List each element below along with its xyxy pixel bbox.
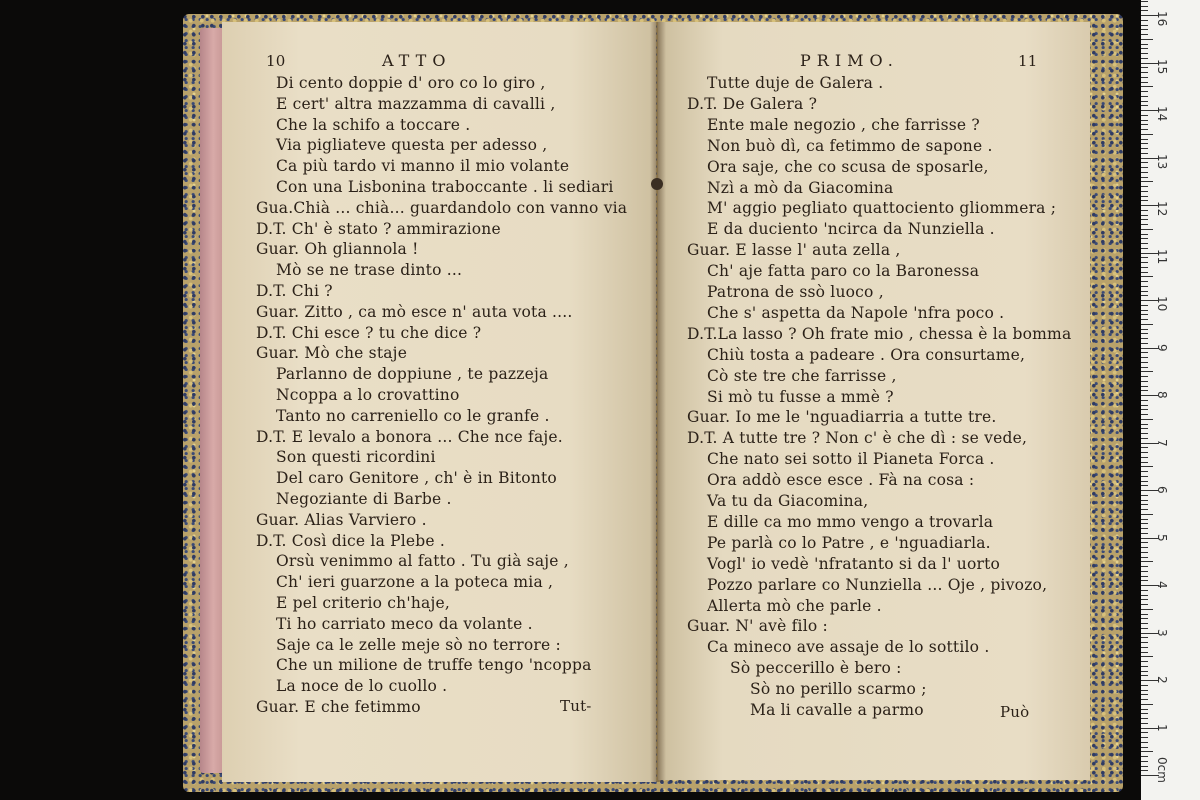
ruler-tick — [1141, 713, 1148, 714]
right-text-line: Va tu da Giacomina, — [707, 492, 869, 510]
ruler-tick — [1141, 143, 1148, 144]
ruler-tick — [1141, 509, 1148, 510]
ruler-tick — [1141, 476, 1148, 477]
ruler-tick — [1141, 129, 1148, 130]
ruler-tick — [1141, 671, 1148, 672]
ruler-tick — [1141, 571, 1148, 572]
ruler-tick — [1141, 390, 1148, 391]
right-text-line: Non buò dì, ca fetimmo de sapone . — [707, 136, 993, 155]
left-page-number: 10 — [266, 52, 286, 70]
ruler-tick — [1141, 452, 1148, 453]
ruler-tick — [1141, 329, 1148, 330]
ruler-tick — [1141, 91, 1148, 92]
ruler-tick — [1141, 196, 1148, 197]
ruler-tick — [1141, 732, 1148, 733]
ruler-tick — [1141, 134, 1153, 135]
right-text-line: Patrona de ssò luoco , — [707, 283, 884, 301]
left-text-line: D.T. Chi esce ? tu che dice ? — [256, 323, 482, 342]
ruler-tick — [1141, 424, 1148, 425]
ruler-tick — [1141, 471, 1148, 472]
left-text-line: Con una Lisbonina traboccante . li sediari — [276, 178, 614, 196]
left-text-line: Ncoppa a lo crovattino — [276, 386, 460, 404]
ruler-number: 5 — [1155, 533, 1169, 542]
left-text-line: Ca più tardo vi manno il mio volante — [276, 157, 570, 176]
ruler-tick — [1141, 609, 1153, 610]
left-text-line: D.T. Chi ? — [256, 282, 333, 300]
ruler-tick — [1141, 167, 1148, 168]
ruler-tick — [1141, 105, 1148, 106]
ruler-tick — [1141, 148, 1148, 149]
right-text-line: Nzì a mò da Giacomina — [707, 178, 894, 197]
book-gutter — [650, 22, 666, 782]
ruler-tick — [1141, 709, 1148, 710]
ruler-tick — [1141, 599, 1148, 600]
ruler-tick — [1141, 115, 1148, 116]
left-text-line: Guar. Alias Varviero . — [256, 510, 427, 529]
ruler-number: 9 — [1155, 343, 1169, 352]
ruler-tick — [1141, 319, 1148, 320]
ruler-tick — [1141, 48, 1148, 49]
ruler-tick — [1141, 433, 1148, 434]
ruler-tick — [1141, 72, 1148, 73]
left-catchword: Tut- — [560, 697, 592, 715]
ruler-tick — [1141, 595, 1148, 596]
ruler-tick — [1141, 462, 1148, 463]
ruler-number: 6 — [1155, 486, 1169, 494]
right-text-line: Chiù tosta a padeare . Ora consurtame, — [707, 345, 1026, 364]
ruler-tick — [1141, 276, 1153, 277]
ruler-tick — [1141, 580, 1148, 581]
ruler-tick — [1141, 542, 1148, 543]
measuring-ruler — [1141, 0, 1200, 800]
ruler-tick — [1141, 25, 1148, 26]
ruler-tick — [1141, 272, 1148, 273]
left-text-line: Che un milione de truffe tengo 'ncoppa — [276, 656, 592, 675]
ruler-tick — [1141, 723, 1148, 724]
ruler-tick — [1141, 314, 1148, 315]
ruler-number: 3 — [1155, 628, 1169, 637]
ruler-tick — [1141, 53, 1148, 54]
right-text-line: Ora saje, che co scusa de sposarle, — [707, 157, 989, 176]
ruler-tick — [1141, 295, 1148, 296]
ruler-tick — [1141, 566, 1148, 567]
ruler-tick — [1141, 281, 1148, 282]
left-text-line: E pel criterio ch'haje, — [276, 594, 450, 612]
left-text-line: D.T. E levalo a bonora ... Che nce faje. — [256, 427, 563, 446]
ruler-tick — [1141, 590, 1148, 591]
ruler-tick — [1141, 371, 1153, 372]
binding-hole — [651, 178, 663, 190]
ruler-tick — [1141, 181, 1153, 182]
ruler-tick — [1141, 533, 1148, 534]
ruler-tick — [1141, 438, 1148, 439]
ruler-tick — [1141, 766, 1148, 767]
ruler-tick — [1141, 172, 1148, 173]
ruler-tick — [1141, 210, 1148, 211]
right-text-line: Sò peccerillo è bero : — [730, 659, 902, 678]
ruler-tick — [1141, 647, 1148, 648]
left-text-line: Guar. E che fetimmo — [256, 698, 421, 716]
ruler-number: 16 — [1155, 11, 1169, 27]
ruler-tick — [1141, 82, 1148, 83]
ruler-tick — [1141, 519, 1148, 520]
right-text-line: Ente male negozio , che farrisse ? — [707, 115, 980, 134]
ruler-tick — [1141, 238, 1148, 239]
ruler-tick — [1141, 120, 1148, 121]
ruler-tick — [1141, 286, 1148, 287]
ruler-tick — [1141, 704, 1153, 705]
left-text-line: Guar. Oh gliannola ! — [256, 240, 419, 259]
ruler-tick — [1141, 485, 1148, 486]
left-text-line: Che la schifo a toccare . — [276, 115, 471, 134]
right-text-line: Guar. Io me le 'nguadiarria a tutte tre. — [687, 408, 997, 427]
page-edge — [200, 28, 224, 773]
ruler-tick — [1141, 561, 1153, 562]
ruler-tick — [1141, 234, 1148, 235]
left-page-header: ATTO — [382, 51, 452, 70]
ruler-tick — [1141, 400, 1148, 401]
left-text-line: Parlanno de doppiune , te pazzeja — [276, 365, 549, 384]
right-text-line: Tutte duje de Galera . — [707, 74, 884, 92]
ruler-number: 7 — [1155, 438, 1169, 447]
ruler-tick — [1141, 310, 1148, 311]
right-text-line: Ca mineco ave assaje de lo sottilo . — [707, 638, 990, 657]
ruler-tick — [1141, 186, 1148, 187]
ruler-tick — [1141, 39, 1153, 40]
ruler-tick — [1141, 614, 1148, 615]
left-text-line: Negoziante di Barbe . — [276, 490, 452, 508]
left-text-line: Guar. Zitto , ca mò esce n' auta vota .... — [256, 302, 573, 321]
ruler-tick — [1141, 405, 1148, 406]
ruler-number: 11 — [1155, 248, 1169, 264]
ruler-tick — [1141, 718, 1148, 719]
ruler-tick — [1141, 267, 1148, 268]
ruler-number: 0cm — [1155, 757, 1169, 783]
ruler-tick — [1141, 357, 1148, 358]
right-text-line: Cò ste tre che farrisse , — [707, 366, 897, 385]
ruler-number: 14 — [1155, 106, 1169, 122]
ruler-tick — [1141, 44, 1148, 45]
right-text-line: Allerta mò che parle . — [707, 596, 882, 615]
ruler-number: 13 — [1155, 153, 1169, 169]
left-text-line: Son questi ricordini — [276, 448, 436, 467]
right-text-line: Guar. N' avè filo : — [687, 617, 828, 636]
ruler-tick — [1141, 770, 1148, 771]
ruler-tick — [1141, 552, 1148, 553]
left-text-line: Ch' ieri guarzone a la poteca mia , — [276, 573, 554, 592]
ruler-tick — [1141, 291, 1148, 292]
ruler-tick — [1141, 257, 1148, 258]
ruler-tick — [1141, 86, 1153, 87]
ruler-tick — [1141, 58, 1148, 59]
ruler-number: 8 — [1155, 391, 1169, 399]
ruler-tick — [1141, 514, 1153, 515]
ruler-tick — [1141, 162, 1148, 163]
ruler-tick — [1141, 742, 1148, 743]
ruler-tick — [1141, 761, 1148, 762]
ruler-number: 1 — [1155, 723, 1169, 732]
ruler-tick — [1141, 495, 1148, 496]
ruler-tick — [1141, 177, 1148, 178]
ruler-tick — [1141, 642, 1148, 643]
ruler-tick — [1141, 324, 1153, 325]
ruler-number: 15 — [1155, 58, 1169, 74]
ruler-tick — [1141, 747, 1148, 748]
right-text-line: D.T. De Galera ? — [687, 94, 818, 113]
ruler-tick — [1141, 576, 1148, 577]
right-text-line: E dille ca mo mmo vengo a trovarla — [707, 512, 994, 531]
right-text-line: Sò no perillo scarmo ; — [750, 680, 927, 699]
ruler-tick — [1141, 419, 1153, 420]
left-text-line: La noce de lo cuollo . — [276, 677, 448, 696]
ruler-tick — [1141, 652, 1148, 653]
ruler-tick — [1141, 504, 1148, 505]
ruler-tick — [1141, 338, 1148, 339]
ruler-tick — [1141, 523, 1148, 524]
left-text-line: Via pigliateve questa per adesso , — [276, 136, 548, 155]
ruler-tick — [1141, 352, 1148, 353]
left-text-line: Saje ca le zelle meje sò no terrore : — [276, 635, 561, 654]
right-text-line: D.T. A tutte tre ? Non c' è che dì : se vede, — [687, 429, 1028, 448]
right-text-line: Guar. E lasse l' auta zella , — [687, 241, 901, 260]
ruler-tick — [1141, 305, 1148, 306]
right-text-line: M' aggio pegliato quattociento gliommera ; — [707, 199, 1057, 218]
right-text-line: Ch' aje fatta paro co la Baronessa — [707, 262, 980, 281]
ruler-tick — [1141, 343, 1148, 344]
ruler-tick — [1141, 362, 1148, 363]
ruler-tick — [1141, 666, 1148, 667]
ruler-tick — [1141, 77, 1148, 78]
right-text-line: D.T.La lasso ? Oh frate mio , chessa è la bomma — [687, 324, 1072, 343]
ruler-tick — [1141, 528, 1148, 529]
left-text-line: Tanto no carreniello co le granfe . — [276, 406, 550, 425]
ruler-tick — [1141, 20, 1148, 21]
right-text-line: Che s' aspetta da Napole 'nfra poco . — [707, 303, 1005, 322]
ruler-tick — [1141, 447, 1148, 448]
right-page-header: PRIMO. — [800, 51, 899, 70]
ruler-tick — [1141, 414, 1148, 415]
ruler-number: 4 — [1155, 581, 1169, 589]
left-text-line: D.T. Ch' è stato ? ammirazione — [256, 219, 501, 238]
left-text-line: Del caro Genitore , ch' è in Bitonto — [276, 469, 557, 488]
right-text-line: Ma li cavalle a parmo — [750, 701, 924, 719]
ruler-tick — [1141, 243, 1148, 244]
ruler-tick — [1141, 376, 1148, 377]
ruler-tick — [1141, 229, 1153, 230]
ruler-tick — [1141, 428, 1148, 429]
ruler-tick — [1141, 628, 1148, 629]
ruler-number: 2 — [1155, 676, 1169, 684]
ruler-tick — [1141, 200, 1148, 201]
ruler-tick — [1141, 153, 1148, 154]
ruler-tick — [1141, 262, 1148, 263]
ruler-tick — [1141, 457, 1148, 458]
ruler-tick — [1141, 96, 1148, 97]
ruler-tick — [1141, 661, 1148, 662]
ruler-tick — [1141, 637, 1148, 638]
ruler-tick — [1141, 248, 1148, 249]
ruler-tick — [1141, 547, 1148, 548]
ruler-tick — [1141, 675, 1148, 676]
ruler-tick — [1141, 656, 1153, 657]
ruler-tick — [1141, 381, 1148, 382]
ruler-tick — [1141, 466, 1153, 467]
ruler-tick — [1141, 191, 1148, 192]
left-text-line: E cert' altra mazzamma di cavalli , — [276, 94, 556, 113]
left-text-line: Gua.Chià ... chià... guardandolo con vanno via — [256, 198, 628, 217]
ruler-tick — [1141, 756, 1148, 757]
ruler-tick — [1141, 219, 1148, 220]
right-text-line: E da duciento 'ncirca da Nunziella . — [707, 220, 995, 239]
right-page-number: 11 — [1018, 52, 1038, 70]
ruler-tick — [1141, 690, 1148, 691]
left-text-line: Di cento doppie d' oro co lo giro , — [276, 74, 546, 92]
right-text-line: Pe parlà co lo Patre , e 'nguadiarla. — [707, 533, 991, 552]
left-text-line: Orsù venimmo al fatto . Tu già saje , — [276, 552, 569, 571]
ruler-tick — [1141, 694, 1148, 695]
right-text-line: Ora addò esce esce . Fà na cosa : — [707, 471, 975, 490]
ruler-tick — [1141, 557, 1148, 558]
ruler-tick — [1141, 224, 1148, 225]
ruler-tick — [1141, 604, 1148, 605]
left-text-line: Guar. Mò che staje — [256, 344, 408, 363]
ruler-tick — [1141, 10, 1148, 11]
ruler-tick — [1141, 409, 1148, 410]
ruler-number: 10 — [1155, 296, 1169, 312]
left-text-line: Mò se ne trase dinto ... — [276, 261, 463, 280]
right-catchword: Può — [1000, 703, 1030, 721]
right-text-line: Pozzo parlare co Nunziella ... Oje , pivozo, — [707, 575, 1048, 594]
ruler-tick — [1141, 139, 1148, 140]
ruler-number: 12 — [1155, 201, 1169, 217]
ruler-tick — [1141, 215, 1148, 216]
ruler-tick — [1141, 481, 1148, 482]
ruler-tick — [1141, 333, 1148, 334]
ruler-tick — [1141, 618, 1148, 619]
ruler-tick — [1141, 737, 1148, 738]
ruler-tick — [1141, 67, 1148, 68]
left-text-line: D.T. Così dice la Plebe . — [256, 531, 446, 550]
ruler-tick — [1141, 386, 1148, 387]
ruler-tick — [1141, 29, 1148, 30]
ruler-tick — [1141, 6, 1148, 7]
right-text-line: Si mò tu fusse a mmè ? — [707, 387, 894, 406]
ruler-tick — [1141, 1, 1148, 2]
ruler-tick — [1141, 699, 1148, 700]
ruler-tick — [1141, 623, 1148, 624]
ruler-tick — [1141, 101, 1148, 102]
right-text-line: Vogl' io vedè 'nfratanto si da l' uorto — [707, 554, 1001, 573]
ruler-tick — [1141, 751, 1153, 752]
ruler-tick — [1141, 500, 1148, 501]
right-text-line: Che nato sei sotto il Pianeta Forca . — [707, 450, 995, 469]
ruler-tick — [1141, 34, 1148, 35]
ruler-tick — [1141, 367, 1148, 368]
ruler-tick — [1141, 124, 1148, 125]
left-text-line: Ti ho carriato meco da volante . — [276, 614, 533, 633]
ruler-tick — [1141, 685, 1148, 686]
